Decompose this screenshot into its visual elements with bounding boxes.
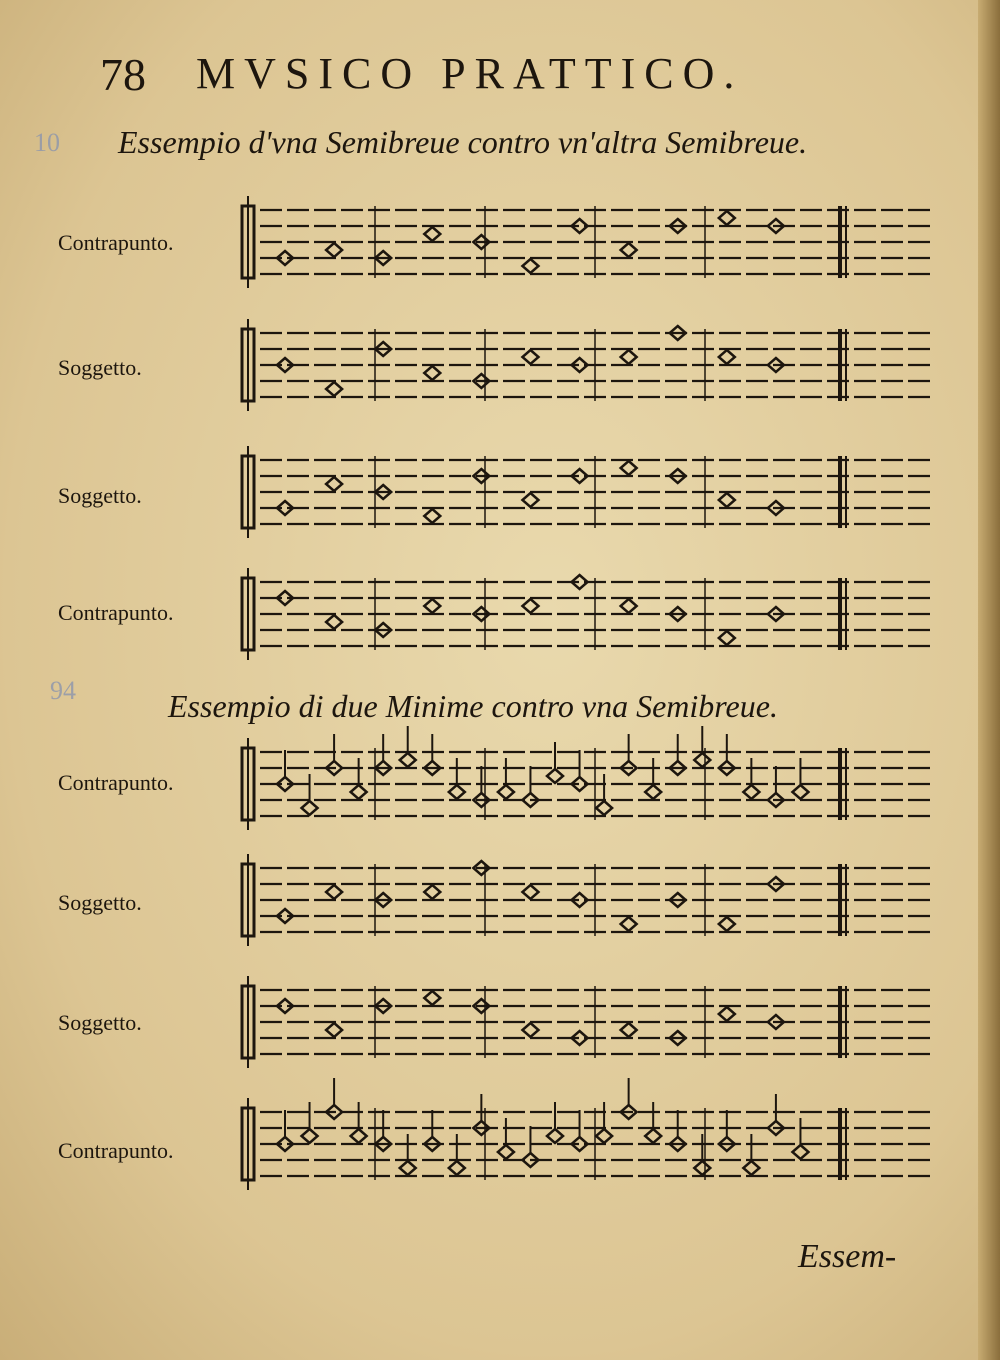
example-heading: Essempio d'vna Semibreue contro vn'altra Semibreue. [118,124,808,160]
note-head [743,1161,759,1175]
note-head [694,1161,710,1175]
voice-label: Soggetto. [58,483,142,508]
note-head [326,382,342,396]
note-head [424,991,440,1005]
note-head [621,350,637,364]
voice-label: Soggetto. [58,890,142,915]
note-head [694,753,710,767]
note-head [424,599,440,613]
voice-label: Soggetto. [58,1010,142,1035]
note-head [719,493,735,507]
note-head [498,785,514,799]
note-head [522,259,538,273]
note-head [326,885,342,899]
note-head [351,785,367,799]
note-head [719,1007,735,1021]
note-head [302,801,318,815]
note-head [719,917,735,931]
note-head [743,785,759,799]
note-head [449,1161,465,1175]
note-head [302,1129,318,1143]
note-head [621,461,637,475]
catchword: Essem- [798,1238,897,1275]
note-head [424,227,440,241]
note-head [621,917,637,931]
page-number: 78 [100,49,146,100]
voice-label: Soggetto. [58,355,142,380]
note-head [449,785,465,799]
note-head [621,1023,637,1037]
voice-label: Contrapunto. [58,600,174,625]
note-head [326,243,342,257]
margin-note: 10 [34,128,60,157]
example-heading: Essempio di due Minime contro vna Semibreue. [168,688,778,724]
note-head [522,1023,538,1037]
note-head [498,1145,514,1159]
note-head [424,885,440,899]
margin-note: 94 [50,676,76,705]
note-head [719,631,735,645]
note-head [792,785,808,799]
voice-label: Contrapunto. [58,230,174,255]
note-head [424,509,440,523]
running-title: MVSICO PRATTICO. [196,49,744,98]
note-head [547,769,563,783]
note-head [645,785,661,799]
note-head [621,243,637,257]
note-head [522,599,538,613]
note-head [351,1129,367,1143]
voice-label: Contrapunto. [58,1138,174,1163]
note-head [596,1129,612,1143]
note-head [522,885,538,899]
note-head [719,211,735,225]
note-head [645,1129,661,1143]
note-head [326,615,342,629]
note-head [424,366,440,380]
note-head [719,350,735,364]
note-head [400,1161,416,1175]
note-head [326,477,342,491]
note-head [326,1023,342,1037]
note-head [547,1129,563,1143]
voice-label: Contrapunto. [58,770,174,795]
note-head [400,753,416,767]
note-head [522,493,538,507]
note-head [792,1145,808,1159]
note-head [596,801,612,815]
note-head [621,599,637,613]
note-head [522,350,538,364]
